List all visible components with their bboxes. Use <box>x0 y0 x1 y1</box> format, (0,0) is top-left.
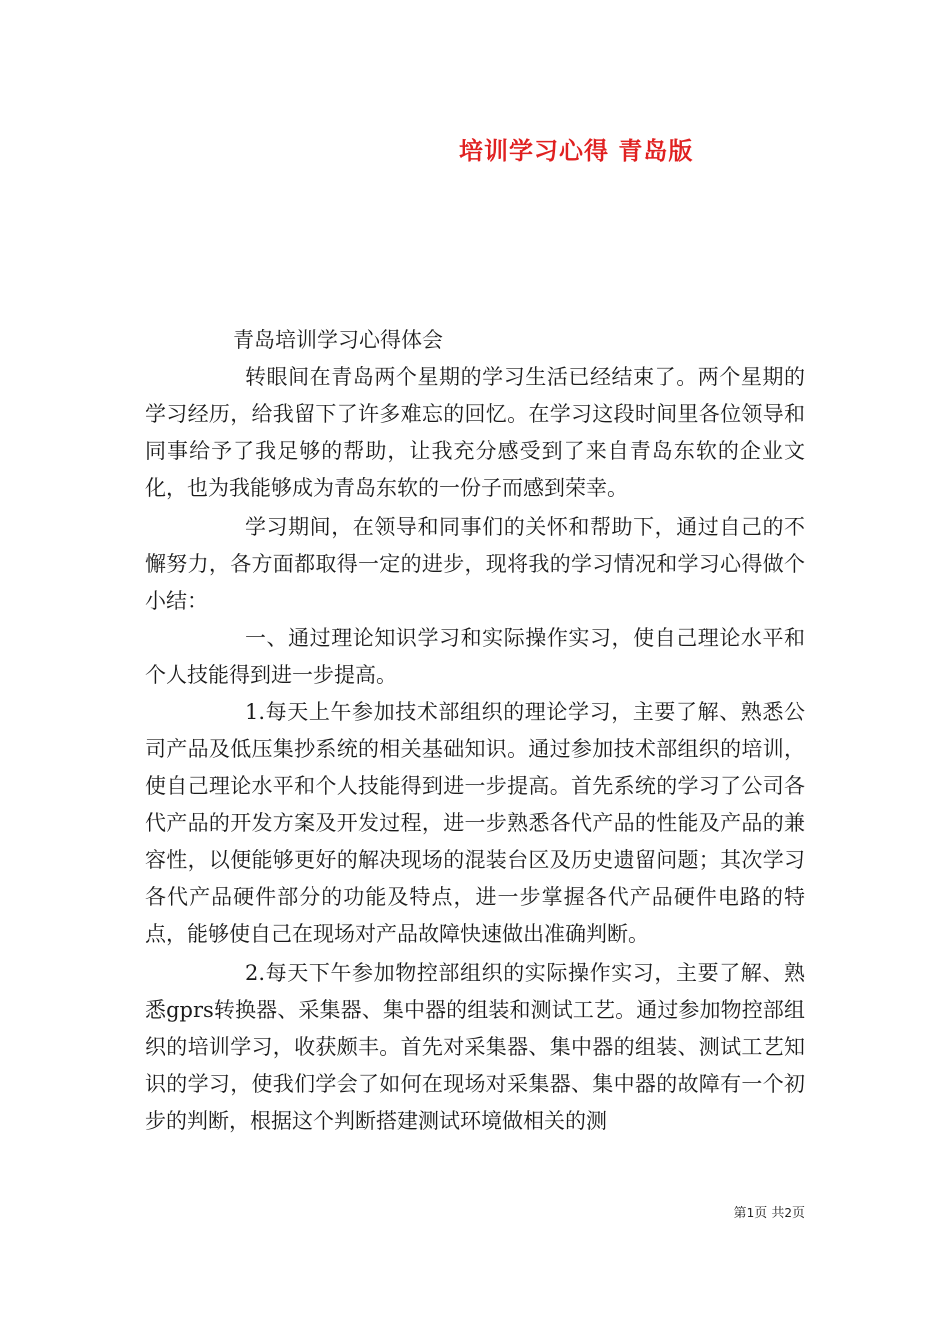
document-subtitle: 青岛培训学习心得体会 <box>233 328 443 352</box>
paragraph-section-one: 一、通过理论知识学习和实际操作实习，使自己理论水平和个人技能得到进一步提高。 <box>145 626 805 687</box>
document-title: 培训学习心得 青岛版 <box>459 136 694 165</box>
page-footer <box>734 1202 805 1221</box>
paragraph-item-2: 2.每天下午参加物控部组织的实际操作实习，主要了解、熟悉gprs转换器、采集器、集中器的组装和测试工艺。通过参加物控部组织的培训学习，收获颇丰。首先对采集器、集中器的组装、测试工艺知识的学习，使我们学会了如何在现场对采集器、集中器的故障有一个初步的判断，根据这个判断搭建测试环境做相关的测 <box>145 961 805 1133</box>
footer-current-page: 1 <box>746 1206 755 1220</box>
footer-middle: 页 共 <box>754 1206 785 1221</box>
paragraph-summary: 学习期间，在领导和同事们的关怀和帮助下，通过自己的不懈努力，各方面都取得一定的进步，现将我的学习情况和学习心得做个小结： <box>145 515 805 613</box>
paragraph-item-1: 1.每天上午参加技术部组织的理论学习，主要了解、熟悉公司产品及低压集抄系统的相关基础知识。通过参加技术部组织的培训，使自己理论水平和个人技能得到进一步提高。首先系统的学习了公司各代产品的开发方案及开发过程，进一步熟悉各代产品的性能及产品的兼容性，以便能够更好的解决现场的混装台区及历史遗留问题；其次学习各代产品硬件部分的功能及特点，进一步掌握各代产品硬件电路的特点，能够使自己在现场对产品故障快速做出准确判断。 <box>145 700 805 946</box>
footer-total-pages: 2 <box>784 1206 792 1220</box>
footer-prefix: 第 <box>733 1206 747 1221</box>
paragraph-intro: 转眼间在青岛两个星期的学习生活已经结束了。两个星期的学习经历，给我留下了许多难忘的回忆。在学习这段时间里各位领导和同事给予了我足够的帮助，让我充分感受到了来自青岛东软的企业文化，也为我能够成为青岛东软的一份子而感到荣幸。 <box>145 365 805 500</box>
footer-suffix: 页 <box>791 1206 805 1221</box>
document-body <box>145 322 805 1140</box>
